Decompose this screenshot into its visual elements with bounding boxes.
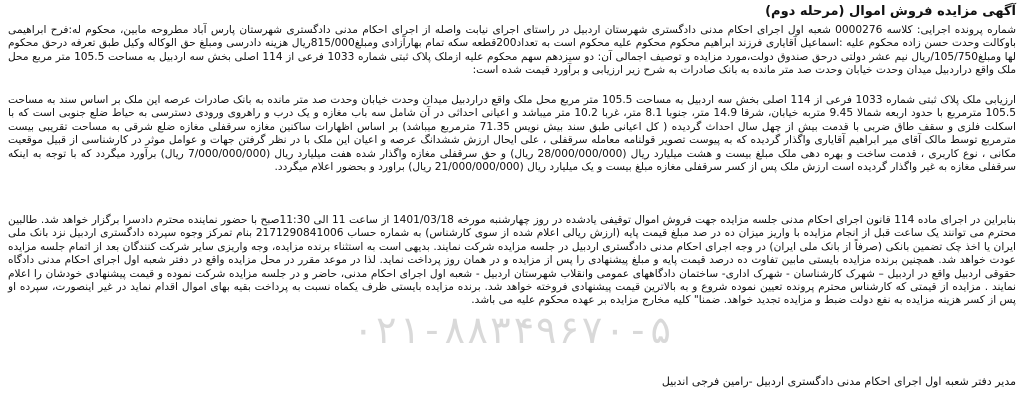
notice-paragraph-valuation: ارزیابی ملک پلاک ثبتی شماره 1033 فرعی از 114 اصلی بخش سه اردبیل به مساحت 105.5 متر مربع محل ملک واقع دراردبیل میدان وحدت خیابان وحدت صد متر مانده به بانک صادرات عرصه این ملک بر اساس سند به مساحت 105.5 مترمربع با حدود اربعه شمالا 9.45 متربه خیابان، شرقا 14.9 متر، جنوبا 8.1 متر، غربا 10.2 متر میباشد و اعیانی احداثی در آن شامل سه باب مغازه و یک درب و راهروی ورودی دسترسی به حیاط ضلع جنوبی است که با اسکلت فلزی و سقف طاق ضربی با قدمت بیش از چهل سال احداث گردیده ( کل اعیانی طبق سند بیش نویس 71.35 مترمربع میباشد) بر اساس اظهارات ساکنین مغازه سرقفلی مغازه ضلع شرقی به مساحت تقریبی بیست مترمربع توسط مالک آقای میر ابراهیم آقایاری واگذار گردیده که به پیوست تصویر قولنامه معامله سرقفلی ، علی ایحال ارزش ششدانگ عرصه و اعیان این ملک با در نظر گرفتن جهات و عوامل موثر در کارشناسی از قبیل موقعیت مکانی ، نوع کاربری ، قدمت ساخت و بهره دهی ملک مبلغ بیست و هشت میلیارد ریال (28/000/000/000 ریال) و حق سرقفلی مغازه واگذار شده هفت میلیارد ریال (7/000/000/000 ریال) برآورد میگردد که با توجه به اینکه سرقفلی مغازه به غیر واگذار گردیده است ارزش ملک پس از کسر سرقفلی مغازه مبلغ بیست و یک میلیارد ریال (21/000/000/000 ریال) براورد و بحضور اعلام میگردد. — [8, 94, 1017, 174]
notice-paragraph-case: شماره پرونده اجرایی: کلاسه 0000276 شعبه اول اجرای احکام مدنی دادگستری شهرستان اردبیل در راستای اجرای نیابت واصله از اجرای احکام مدنی دادگستری شهرستان پارس آباد مطروحه مابین، محکوم له:فرح ابراهیمی باوکالت وحدت حسن زاده محکوم علیه :اسماعیل آقایاری فرزند ابراهیم محکوم محکوم علیه محکوم است به تعداد200قطعه سکه تمام بهارآزادی ومبلغ815/000ریال هزینه دادرسی ومبلغ حق الوکاله وکیل طبق تعرفه درحق محکوم لها ومبلغ105/750/ریال نیم عشر دولتی درحق صندوق دولت،مورد مزایده و توصیف اجمالی آن: دو سیزدهم سهم محکوم علیه ازملک پلاک ثبتی شماره 1033 فرعی از 114 اصلی بخش سه اردبیل به مساحت 105.5 متر مربع محل ملک واقع دراردبیل میدان وحدت خیابان وحدت صد متر مانده به بانک صادرات به شرح زیر ارزیابی و برآورد قیمت شده است: — [8, 24, 1017, 77]
notice-title: آگهی مزایده فروش اموال (مرحله دوم) — [765, 4, 1016, 19]
watermark-phone-number: ۰۲۱-۸۸۳۴۹۶۷۰-۵ — [351, 308, 673, 352]
signature-line: مدیر دفتر شعبه اول اجرای احکام مدنی دادگستری اردبیل -رامین فرجی اندبیل — [661, 375, 1016, 388]
notice-paragraph-auction-terms: بنابراین در اجرای ماده 114 قانون اجرای احکام مدنی جلسه مزایده جهت فروش اموال توقیفی یادشده در روز چهارشنبه مورخه 1401/03/18 از ساعت 11 الی 11:30صبح با حضور نماینده محترم دادسرا برگزار خواهد شد. طالبین محترم می توانند یک ساعت قبل از انجام مزایده با واریز میزان ده در صد مبلغ قیمت پایه (ارزش ریالی اعلام شده از سوی کارشناس) به شماره حساب 2171290841006 بنام تمرکز وجوه سپرده دادگستری اردبیل نزد بانک ملی ایران یا اخذ چک تضمین بانکی (صرفاً از بانک ملی ایران) در وجه اجرای احکام مدنی دادگستری اردبیل در جلسه مزایده شرکت نمایند. بدیهی است به استثناء برنده مزایده، وجه واریزی سایر شرکت کنندگان بعد از اتمام جلسه مزایده عودت خواهد شد. همچنین برنده مزایده بایستی مابین تفاوت ده درصد قیمت پایه و مبلغ پیشنهادی را پس از مزایده و در همان روز پرداخت نماید. لذا در موعد مقرر در محل مزایده واقع در دفتر شعبه اول اجرای احکام مدنی دادگاه حقوقی اردبیل واقع در اردبیل – شهرک کارشناسان - شهرک اداری- ساختمان دادگاههای عمومی وانقلاب شهرستان اردبیل - شعبه اول اجرای احکام مدنی، حاضر و در جلسه مزایده شرکت نموده و قیمت پیشنهادی خودشان را اعلام نمایند . مزایده از قیمتی که کارشناس محترم پرونده تعیین نموده شروع و به بالاترین قیمت پیشنهادی فروخته خواهد شد. برنده مزایده بایستی ظرف یکماه نسبت به پرداخت بقیه بهای اموال اقدام نماید در غیر اینصورت، سپرده او پس از کسر هزینه مزایده به نفع دولت ضبط و مزایده تجدید خواهد. ضمنا" کلیه مخارج مزایده بر عهده محکوم علیه می باشد. — [8, 214, 1016, 307]
